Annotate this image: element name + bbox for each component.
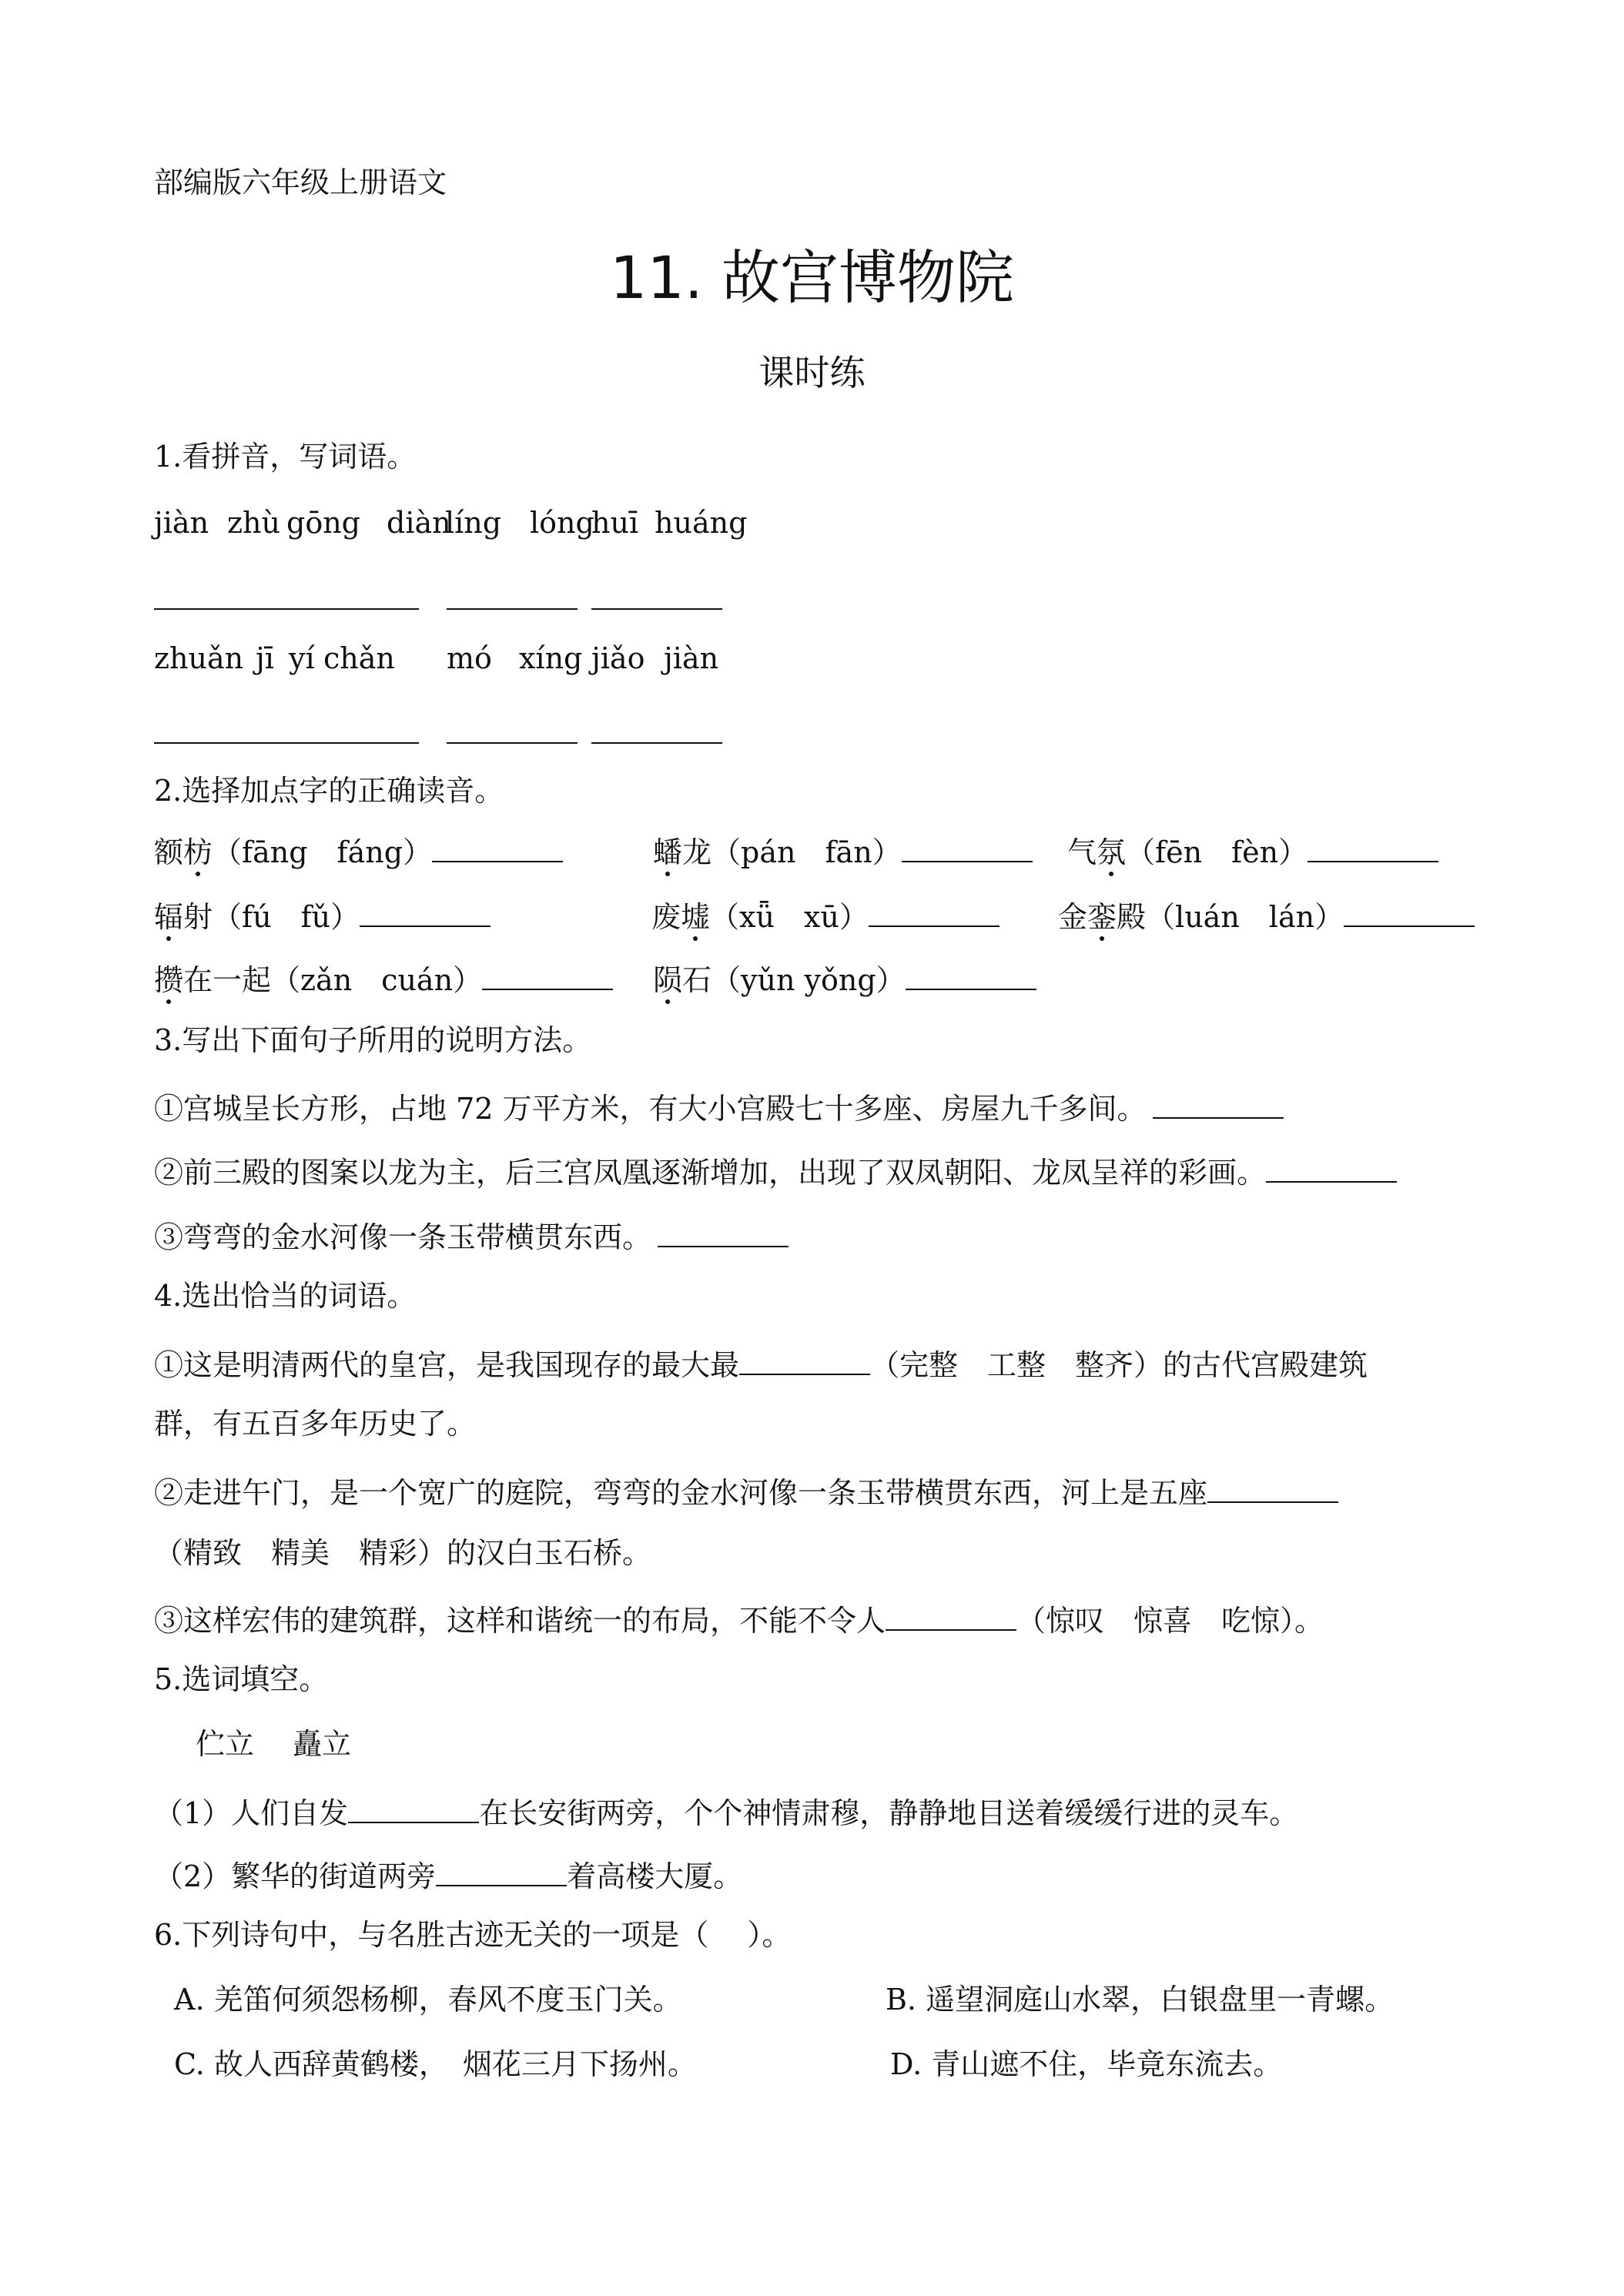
series-label: 部编版六年级上册语文 [154,166,447,199]
q2-item: 金銮殿（luán lán） [1058,898,1475,932]
answer-blank[interactable] [1266,1153,1397,1183]
q2-item: 辐射（fú fǔ） [154,898,491,932]
pinyin: mó [447,641,492,675]
answer-blank[interactable] [1207,1474,1338,1503]
q2-item: 气氛（fēn fèn） [1067,833,1438,867]
answer-blank[interactable] [154,742,286,744]
q5-word-bank: 伫立 矗立 [196,1727,352,1761]
page-title: 11. 故宫博物院 [609,243,1015,312]
answer-blank[interactable] [286,742,419,744]
q2-item: 额枋（fāng fáng） [154,833,563,867]
q3-sentence-2: ②前三殿的图案以龙为主，后三宫凤凰逐渐增加，出现了双凤朝阳、龙凤呈祥的彩画。 [154,1153,1397,1187]
q4-sentence-2-cont: （精致 精美 精彩）的汉白玉石桥。 [154,1536,652,1570]
answer-blank[interactable] [286,608,419,610]
q2-item: 攒在一起（zǎn cuán） [154,961,613,995]
q5-sentence-1: （1）人们自发 在长安街两旁，个个神情肃穆，静静地目送着缓缓行进的灵车。 [154,1794,1298,1828]
pinyin: zhuǎn [154,641,244,675]
answer-blank[interactable] [869,898,1000,927]
answer-blank[interactable] [482,961,613,990]
option-c[interactable]: C. 故人西辞黄鹤楼， 烟花三月下扬州。 [174,2047,697,2081]
answer-blank[interactable] [739,1346,870,1375]
dotted-char: 辐 [154,900,184,934]
pinyin: jiàn [154,506,209,540]
pinyin: zhù [227,506,280,540]
dotted-char: 枋 [183,835,213,869]
q2-item: 废墟（xǖ xū） [651,898,1000,932]
answer-blank[interactable] [154,608,286,610]
option-d[interactable]: D. 青山遮不住，毕竟东流去。 [890,2047,1283,2081]
answer-blank[interactable] [447,608,578,610]
q2-heading: 2.选择加点字的正确读音。 [154,774,504,808]
q5-heading: 5.选词填空。 [154,1662,329,1696]
pinyin: chǎn [323,641,395,675]
q3-heading: 3.写出下面句子所用的说明方法。 [154,1023,592,1057]
pinyin: jiǎo [591,641,645,675]
dotted-char: 氛 [1097,835,1127,869]
q2-item: 蟠龙（pán fān） [653,833,1033,867]
pinyin: huī [591,506,639,540]
q5-sentence-2: （2）繁华的街道两旁 着高楼大厦。 [154,1857,742,1891]
pinyin: jiàn [664,641,719,675]
pinyin: líng [445,506,502,540]
dotted-char: 陨 [653,963,683,997]
dotted-char: 銮 [1087,900,1117,934]
answer-blank[interactable] [902,833,1033,862]
pinyin: yí [289,641,315,675]
q1-heading: 1.看拼音，写词语。 [154,440,417,474]
answer-blank[interactable] [906,961,1036,990]
dotted-char: 蟠 [653,835,683,869]
pinyin: xíng [519,641,583,675]
pinyin: jī [256,641,274,675]
q3-sentence-3: ③弯弯的金水河像一条玉带横贯东西。 [154,1218,789,1252]
answer-blank[interactable] [432,833,563,862]
q6-heading: 6.下列诗句中，与名胜古迹无关的一项是（ ）。 [154,1918,792,1952]
option-a[interactable]: A. 羌笛何须怨杨柳，春风不度玉门关。 [174,1983,682,2017]
q4-sentence-3: ③这样宏伟的建筑群，这样和谐统一的布局，不能不令人 （惊叹 惊喜 吃惊）。 [154,1602,1324,1635]
pinyin: diàn [387,506,451,540]
pinyin: huáng [655,506,748,540]
dotted-char: 墟 [681,900,711,934]
q4-sentence-2: ②走进午门，是一个宽广的庭院，弯弯的金水河像一条玉带横贯东西，河上是五座 [154,1474,1338,1508]
option-b[interactable]: B. 遥望洞庭山水翠，白银盘里一青螺。 [886,1983,1395,2017]
answer-blank[interactable] [591,742,722,744]
pinyin: lóng [530,506,594,540]
answer-blank[interactable] [591,608,722,610]
q3-sentence-1: ①宫城呈长方形，占地 72 万平方米，有大小宫殿七十多座、房屋九千多间。 [154,1089,1284,1123]
answer-blank[interactable] [436,1857,567,1886]
answer-blank[interactable] [1344,898,1475,927]
answer-blank[interactable] [360,898,491,927]
page-subtitle: 课时练 [758,352,866,393]
q4-heading: 4.选出恰当的词语。 [154,1279,417,1313]
answer-blank[interactable] [1308,833,1438,862]
pinyin: gōng [286,506,361,540]
q4-sentence-1: ①这是明清两代的皇宫，是我国现存的最大最 （完整 工整 整齐）的古代宫殿建筑 [154,1346,1368,1380]
answer-blank[interactable] [1153,1089,1284,1119]
q2-item: 陨石（yǔn yǒng） [653,961,1036,995]
answer-blank[interactable] [348,1794,479,1823]
answer-blank[interactable] [886,1602,1016,1631]
answer-blank[interactable] [658,1218,789,1247]
dotted-char: 攒 [154,963,184,997]
q4-sentence-1-cont: 群，有五百多年历史了。 [154,1407,477,1441]
answer-blank[interactable] [447,742,578,744]
